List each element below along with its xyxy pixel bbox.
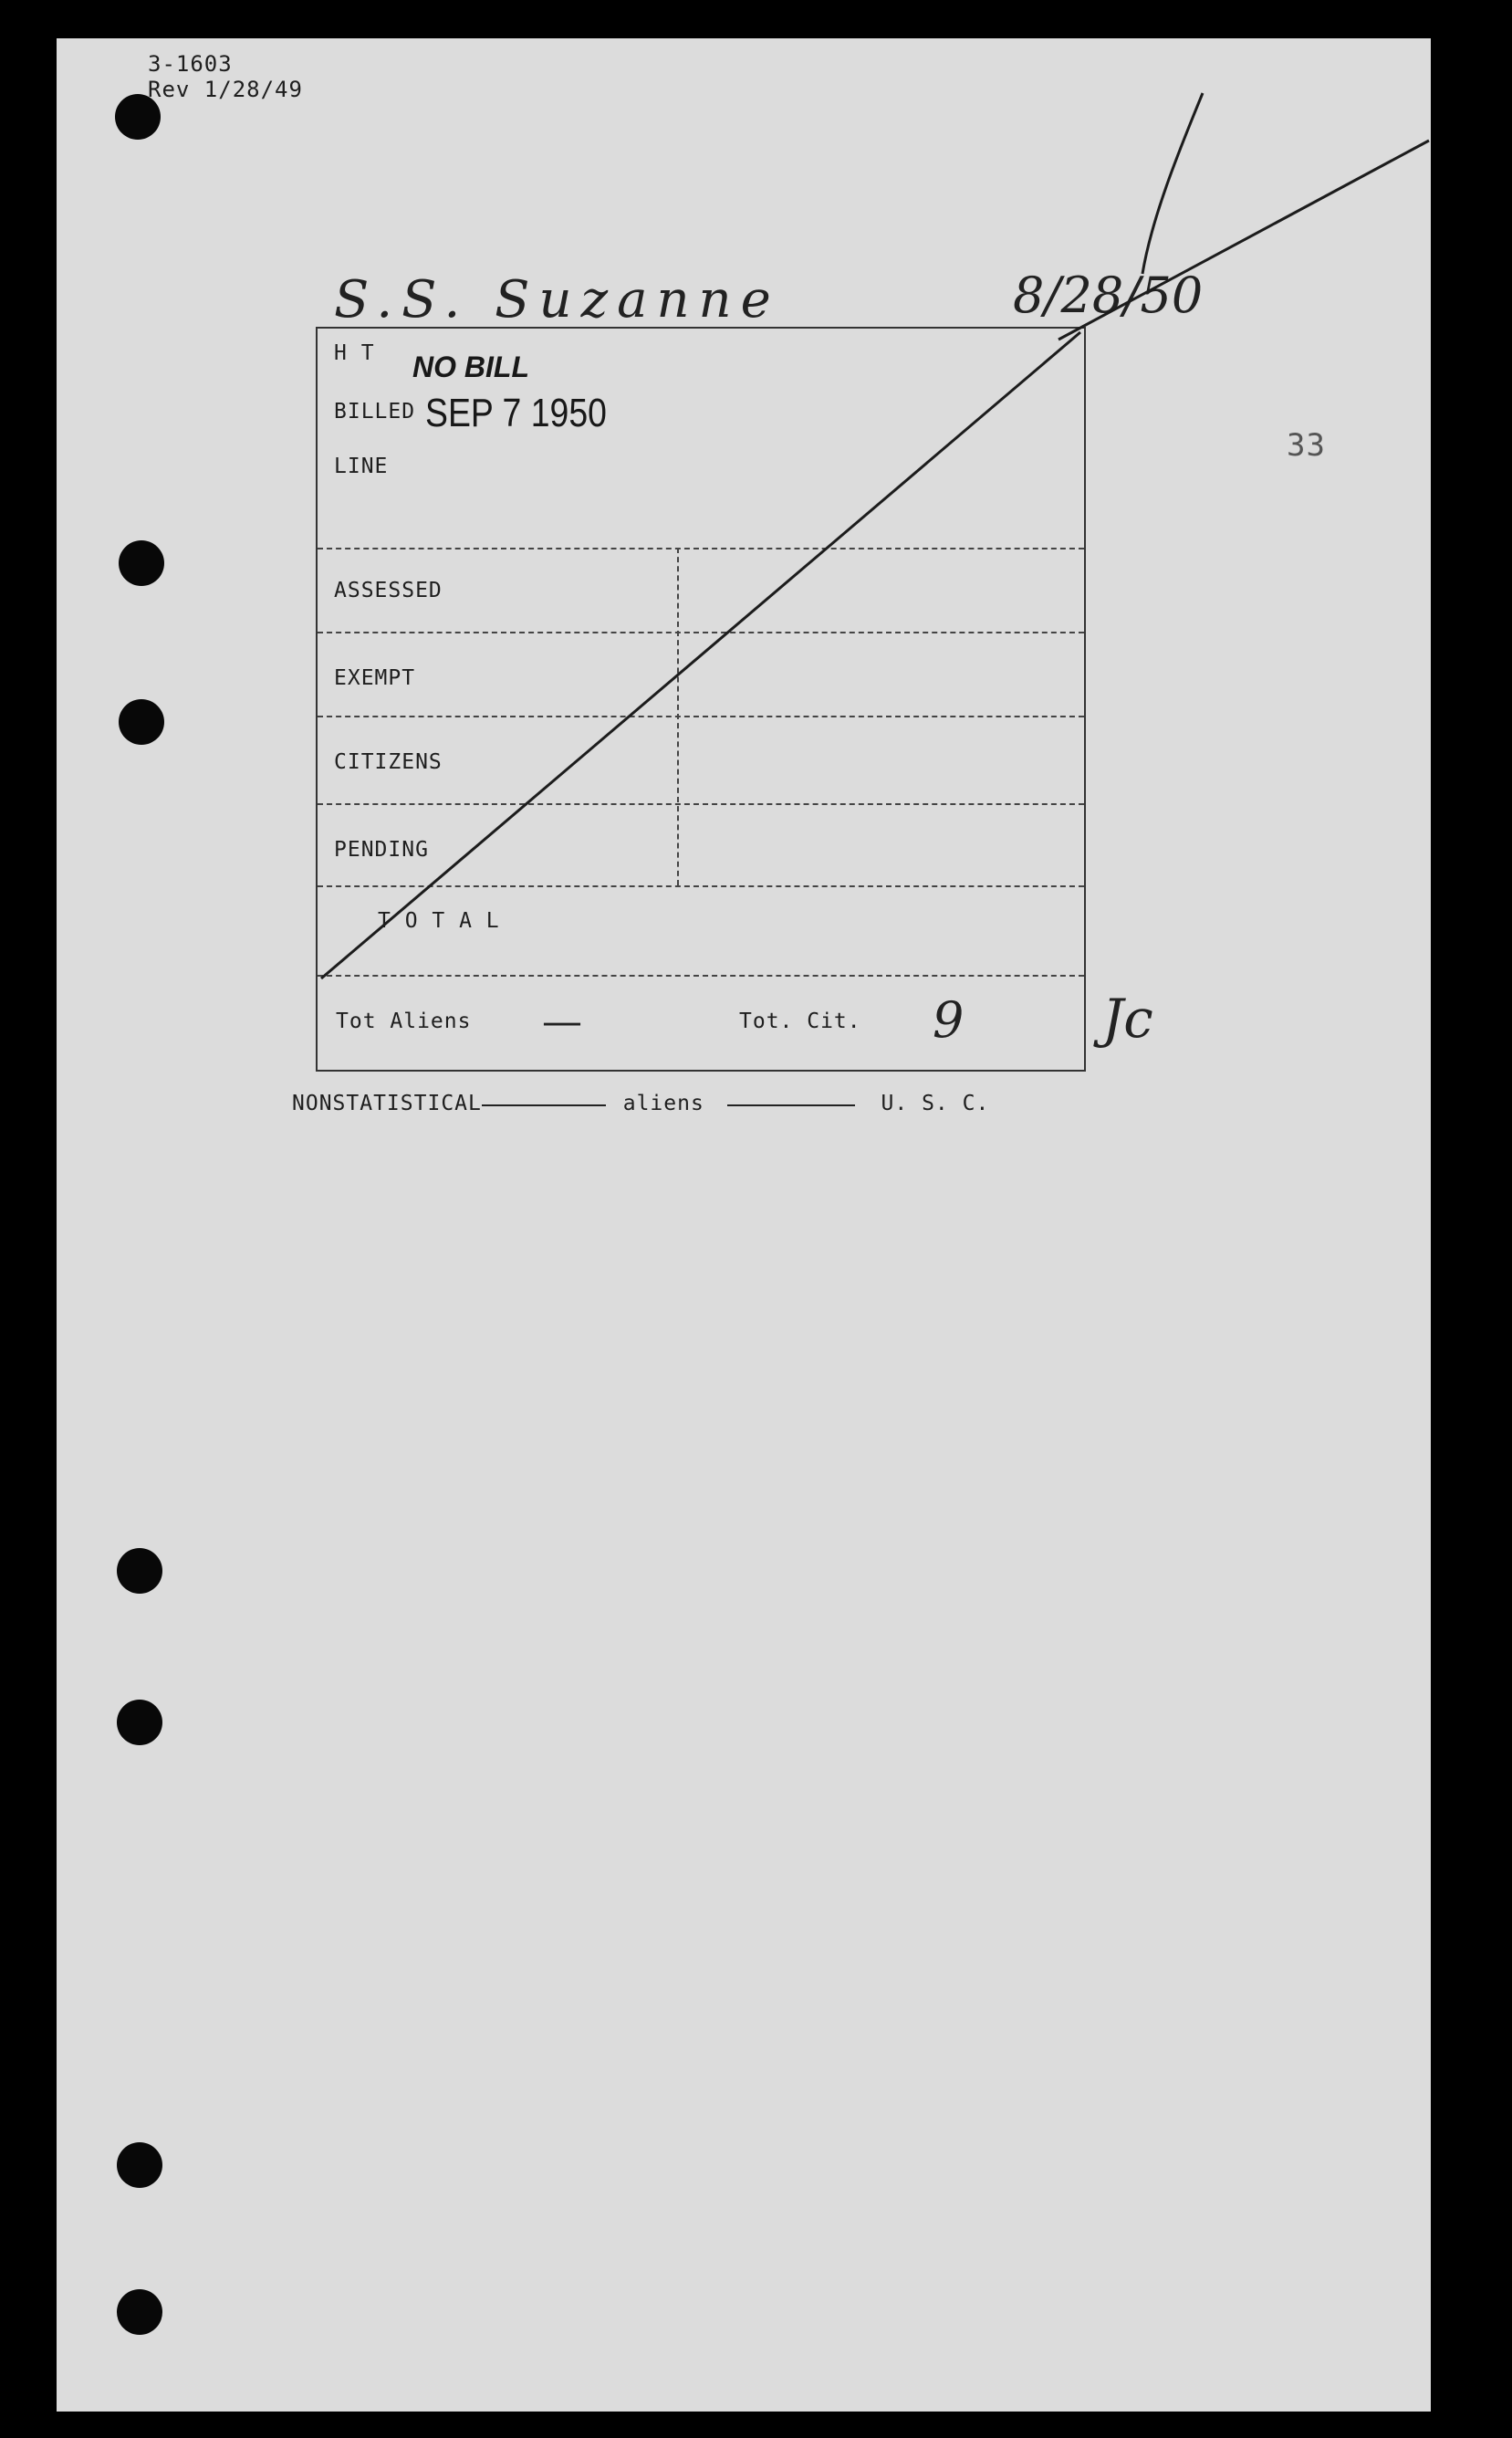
form-number: 3-1603 xyxy=(148,51,233,77)
check-mark-stroke xyxy=(1142,93,1203,274)
no-bill-stamp: NO BILL xyxy=(412,351,529,383)
total-label: T O T A L xyxy=(378,909,500,933)
aliens-label: aliens xyxy=(622,1092,704,1115)
row-label-exempt: EXEMPT xyxy=(334,666,416,690)
billed-date-stamp: SEP 7 1950 xyxy=(425,391,607,435)
tot-aliens-label: Tot Aliens xyxy=(336,1010,472,1033)
row-label-pending: PENDING xyxy=(334,838,429,862)
tot-cit-value: 9 xyxy=(933,991,965,1049)
line-label: LINE xyxy=(334,455,389,478)
handwritten-initials: Jc xyxy=(1102,988,1153,1050)
usc-label: U. S. C. xyxy=(881,1092,990,1115)
form-revision: Rev 1/28/49 xyxy=(148,77,303,102)
row-label-assessed: ASSESSED xyxy=(334,579,443,602)
tot-cit-label: Tot. Cit. xyxy=(739,1010,861,1033)
cancellation-diagonal xyxy=(321,332,1080,978)
check-mark-stroke xyxy=(1058,141,1429,340)
page-number: 33 xyxy=(1287,427,1326,464)
handwritten-date: 8/28/50 xyxy=(1013,267,1204,324)
ht-label: H T xyxy=(334,341,375,365)
tot-aliens-value: — xyxy=(542,999,582,1045)
nonstatistical-label: NONSTATISTICAL xyxy=(292,1092,482,1115)
row-label-citizens: CITIZENS xyxy=(334,750,443,774)
vessel-name: S.S. Suzanne xyxy=(334,270,780,330)
billed-label: BILLED xyxy=(334,400,416,424)
